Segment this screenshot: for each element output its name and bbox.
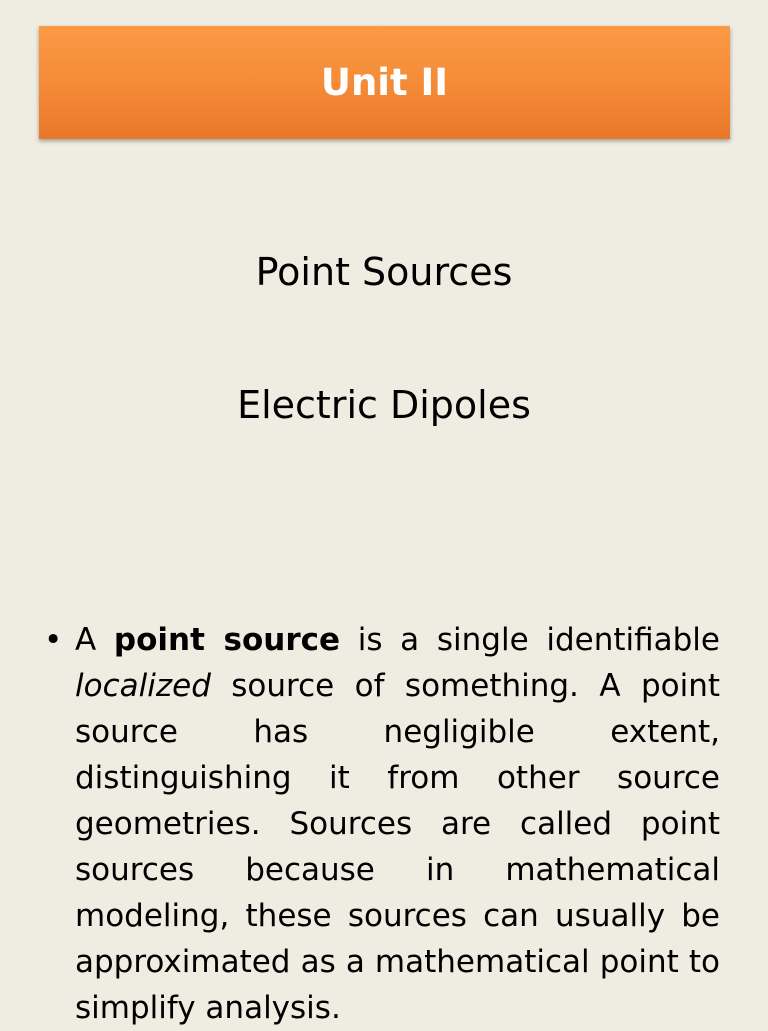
bullet-text-part-3: source of something. A point source has negligible extent, distinguishing it from other source geometries. Sources are called point sources because in mathematical modeling, these sources can usually be approximated as a mathematical point to simplify analysis. (75, 668, 720, 1026)
bullet-text (75, 617, 720, 1031)
italic-term-localized: localized (75, 668, 211, 704)
bullet-text-part-1: A (75, 622, 114, 658)
subtitle-electric-dipoles: Electric Dipoles (237, 383, 531, 427)
subtitle-point-sources: Point Sources (255, 250, 513, 294)
bold-term-point-source: point source (113, 622, 341, 658)
slide-title: Unit II (320, 61, 449, 104)
bullet-point (44, 617, 720, 1031)
title-bar (39, 26, 730, 139)
bullet-marker: • (44, 622, 63, 658)
bullet-text-part-2: is a single identifiable (340, 622, 720, 658)
